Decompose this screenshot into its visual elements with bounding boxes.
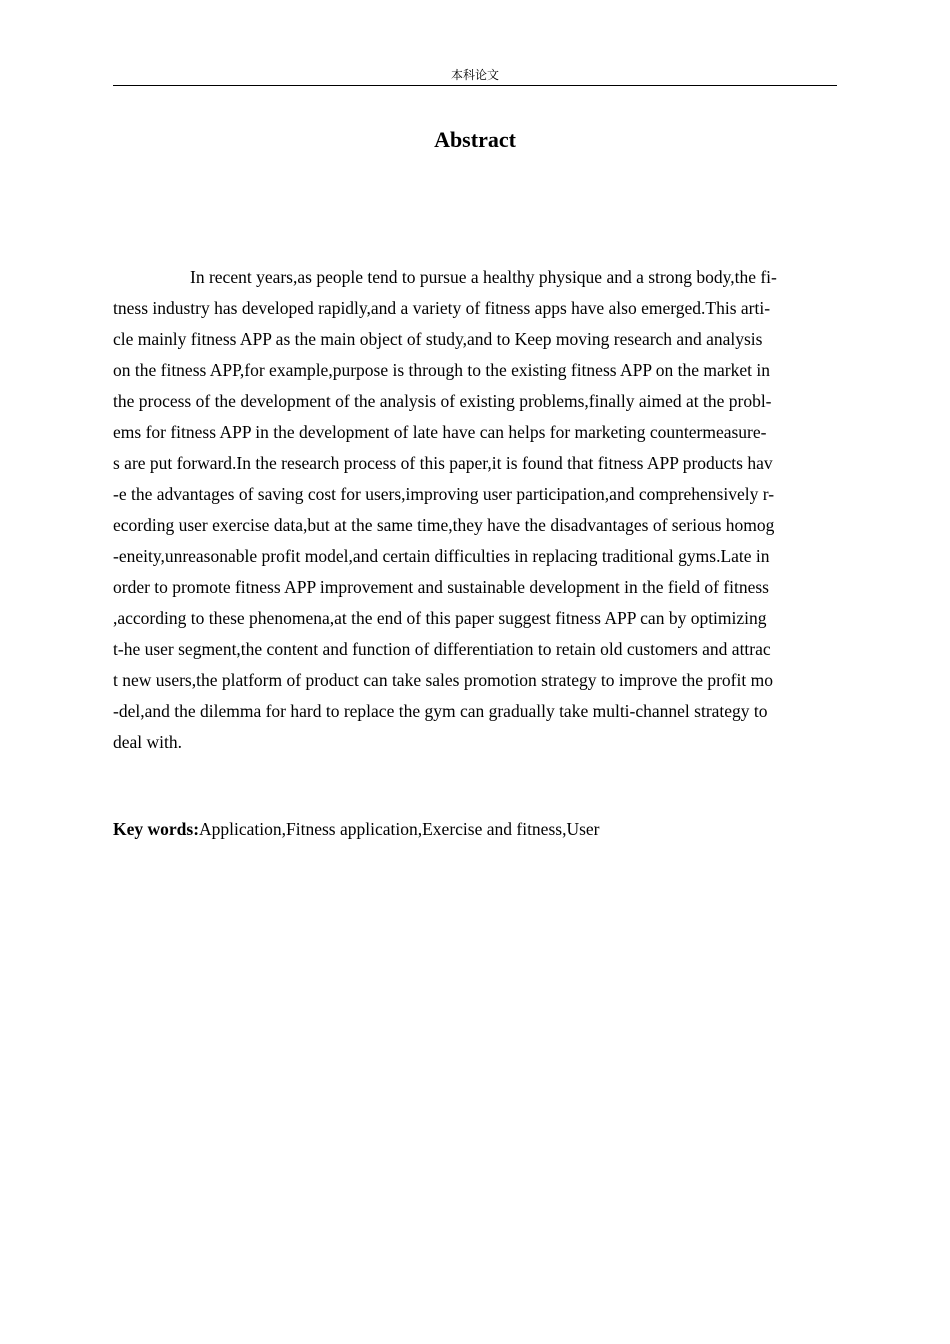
keywords bbox=[113, 815, 837, 843]
header-rule bbox=[113, 85, 837, 86]
abstract-line: deal with. bbox=[113, 732, 183, 752]
abstract-line: -eneity,unreasonable profit model,and certain difficulties in replacing traditional gyms.Late in bbox=[113, 546, 770, 566]
abstract-line: t-he user segment,the content and function of differentiation to retain old customers and attrac bbox=[113, 639, 771, 659]
abstract-line: ,according to these phenomena,at the end of this paper suggest fitness APP can by optimizing bbox=[113, 608, 767, 628]
abstract-line: the process of the development of the analysis of existing problems,finally aimed at the probl- bbox=[113, 391, 772, 411]
abstract-line: -del,and the dilemma for hard to replace the gym can gradually take multi-channel strategy to bbox=[113, 701, 768, 721]
abstract-body bbox=[113, 262, 837, 758]
abstract-line: on the fitness APP,for example,purpose is through to the existing fitness APP on the market in bbox=[113, 360, 771, 380]
abstract-line: cle mainly fitness APP as the main object of study,and to Keep moving research and analysis bbox=[113, 329, 763, 349]
abstract-line: -e the advantages of saving cost for users,improving user participation,and comprehensively r- bbox=[113, 484, 775, 504]
abstract-line: t new users,the platform of product can take sales promotion strategy to improve the profit mo bbox=[113, 670, 773, 690]
abstract-line: ecording user exercise data,but at the same time,they have the disadvantages of serious homog bbox=[113, 515, 775, 535]
keywords-label: Key words: bbox=[113, 819, 200, 839]
keywords-text: Application,Fitness application,Exercise and fitness,User bbox=[199, 819, 600, 839]
abstract-line: In recent years,as people tend to pursue a healthy physique and a strong body,the fi- bbox=[190, 267, 777, 287]
abstract-line: s are put forward.In the research process of this paper,it is found that fitness APP products hav bbox=[113, 453, 773, 473]
abstract-title: Abstract bbox=[434, 127, 516, 152]
abstract-line: tness industry has developed rapidly,and a variety of fitness apps have also emerged.This arti- bbox=[113, 298, 771, 318]
running-header: 本科论文 bbox=[450, 68, 499, 82]
abstract-line: order to promote fitness APP improvement and sustainable development in the field of fitness bbox=[113, 577, 769, 597]
abstract-line: ems for fitness APP in the development of late have can helps for marketing countermeasure- bbox=[113, 422, 767, 442]
